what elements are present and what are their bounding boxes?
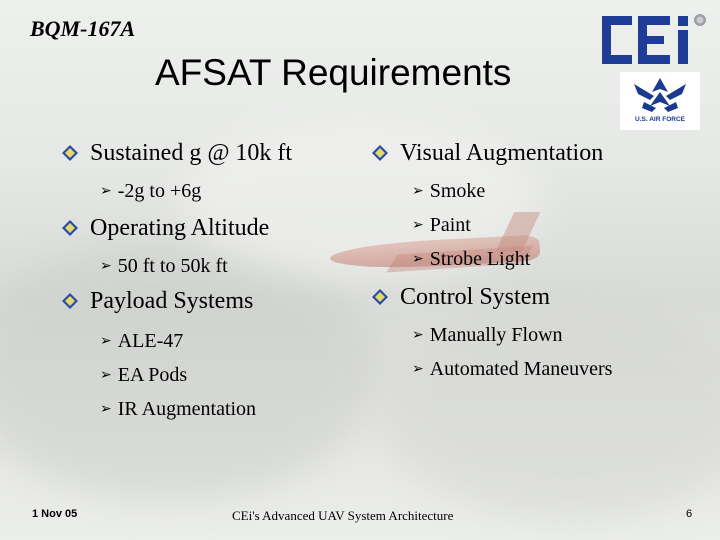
bullet-visual-augmentation — [400, 140, 603, 167]
arrow-icon: ➢ — [100, 401, 112, 417]
sub-bullet-label: Automated Maneuvers — [429, 358, 613, 380]
sub-bullet-label: 50 ft to 50k ft — [117, 255, 228, 277]
sub-bullet — [412, 214, 471, 237]
bullet-label: Control System — [400, 284, 551, 310]
sub-bullet — [100, 255, 228, 278]
air-force-label: U.S. AIR FORCE — [635, 116, 685, 123]
sub-bullet-label: Strobe Light — [429, 248, 531, 270]
arrow-icon: ➢ — [100, 183, 112, 199]
footer-title: CEi's Advanced UAV System Architecture — [232, 508, 454, 523]
arrow-icon: ➢ — [412, 183, 424, 199]
sub-bullet — [412, 324, 563, 347]
footer-date: 1 Nov 05 — [32, 508, 78, 520]
arrow-icon: ➢ — [100, 258, 112, 274]
diamond-bullet-icon — [62, 220, 78, 236]
arrow-icon: ➢ — [412, 217, 424, 233]
diamond-bullet-icon — [62, 293, 78, 309]
arrow-icon: ➢ — [412, 251, 424, 267]
cloud-haze — [0, 240, 380, 500]
sub-bullet — [100, 180, 201, 203]
sub-bullet — [100, 398, 256, 421]
sub-bullet-label: Smoke — [429, 180, 486, 202]
bullet-label: Payload Systems — [90, 288, 254, 314]
air-force-symbol-icon — [620, 72, 700, 116]
bullet-control-system — [400, 284, 550, 311]
slide-title: AFSAT Requirements — [155, 52, 512, 93]
sub-bullet — [100, 330, 183, 353]
sub-bullet-label: -2g to +6g — [117, 180, 202, 202]
sub-bullet-label: ALE-47 — [117, 330, 184, 352]
sub-bullet-label: Manually Flown — [429, 324, 563, 346]
arrow-icon: ➢ — [100, 367, 112, 383]
sub-bullet — [412, 358, 612, 381]
arrow-icon: ➢ — [100, 333, 112, 349]
sub-bullet-label: EA Pods — [117, 364, 188, 386]
diamond-bullet-icon — [372, 289, 388, 305]
bullet-payload-systems — [90, 288, 253, 315]
slide-tag: BQM-167A — [30, 16, 136, 41]
diamond-bullet-icon — [62, 145, 78, 161]
sub-bullet-label: Paint — [429, 214, 471, 236]
bullet-sustained-g — [90, 140, 292, 167]
sub-bullet-label: IR Augmentation — [117, 398, 257, 420]
sub-bullet — [412, 180, 485, 203]
air-force-logo — [620, 72, 700, 130]
bullet-operating-altitude — [90, 215, 269, 242]
bullet-label: Visual Augmentation — [400, 140, 604, 166]
arrow-icon: ➢ — [412, 327, 424, 343]
page-number: 6 — [686, 508, 693, 520]
bullet-label: Sustained g @ 10k ft — [90, 140, 293, 166]
cei-logo — [600, 12, 712, 68]
sub-bullet — [100, 364, 187, 387]
sub-bullet — [412, 248, 530, 271]
bullet-label: Operating Altitude — [90, 215, 270, 241]
diamond-bullet-icon — [372, 145, 388, 161]
arrow-icon: ➢ — [412, 361, 424, 377]
